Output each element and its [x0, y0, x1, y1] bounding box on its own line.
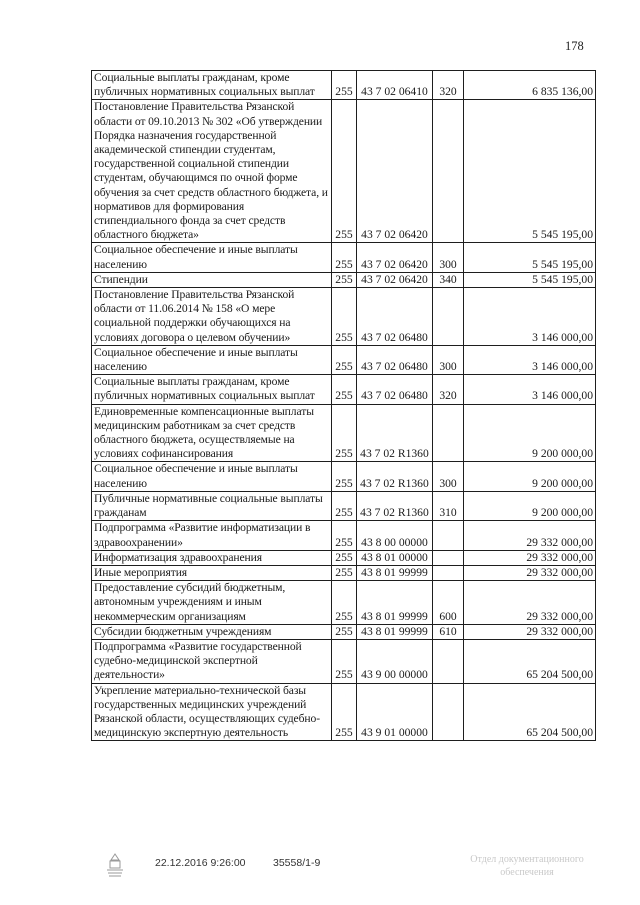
row-amount: 5 545 195,00 [463, 100, 595, 243]
row-amount: 9 200 000,00 [463, 462, 595, 491]
table-row [92, 272, 596, 287]
row-expense-type: 300 [433, 345, 463, 374]
row-expense-type: 310 [433, 491, 463, 520]
row-target-code: 43 8 01 99999 [356, 624, 433, 639]
table-row [92, 462, 596, 491]
row-target-code: 43 8 00 00000 [356, 521, 433, 550]
row-target-code: 43 7 02 06480 [356, 345, 433, 374]
row-target-code: 43 7 02 R1360 [356, 404, 433, 462]
row-code: 255 [332, 581, 356, 625]
row-expense-type: 340 [433, 272, 463, 287]
table-row [92, 639, 596, 683]
row-amount: 29 332 000,00 [463, 581, 595, 625]
row-name: Информатизация здравоохранения [92, 550, 332, 565]
row-target-code: 43 7 02 06480 [356, 375, 433, 404]
table-row [92, 243, 596, 272]
row-code: 255 [332, 288, 356, 346]
row-amount: 6 835 136,00 [463, 71, 595, 100]
row-expense-type: 610 [433, 624, 463, 639]
row-expense-type: 300 [433, 462, 463, 491]
row-amount: 5 545 195,00 [463, 272, 595, 287]
row-code: 255 [332, 272, 356, 287]
row-expense-type [433, 639, 463, 683]
row-target-code: 43 7 02 06420 [356, 272, 433, 287]
row-expense-type [433, 683, 463, 741]
row-name: Постановление Правительства Рязанской области от 11.06.2014 № 158 «О мере социальной поддержки обучающихся на условиях договора о целевом обучении» [92, 288, 332, 346]
table-row [92, 683, 596, 741]
row-target-code: 43 7 02 R1360 [356, 491, 433, 520]
row-code: 255 [332, 375, 356, 404]
row-code: 255 [332, 404, 356, 462]
row-amount: 29 332 000,00 [463, 565, 595, 580]
row-name: Подпрограмма «Развитие государственной судебно-медицинской экспертной деятельности» [92, 639, 332, 683]
row-amount: 29 332 000,00 [463, 550, 595, 565]
row-target-code: 43 9 01 00000 [356, 683, 433, 741]
row-name: Предоставление субсидий бюджетным, автономным учреждениям и иным некоммерческим организациям [92, 581, 332, 625]
row-code: 255 [332, 71, 356, 100]
row-amount: 3 146 000,00 [463, 288, 595, 346]
row-name: Укрепление материально-технической базы государственных медицинских учреждений Рязанской области, осуществляющих судебно-медицинскую экспертную деятельность [92, 683, 332, 741]
table-row [92, 624, 596, 639]
row-name: Социальные выплаты гражданам, кроме публичных нормативных социальных выплат [92, 375, 332, 404]
row-code: 255 [332, 639, 356, 683]
row-expense-type [433, 550, 463, 565]
table-row [92, 521, 596, 550]
table-row [92, 288, 596, 346]
footer-watermark-stamp: Отдел документационного обеспечения [470, 854, 584, 878]
row-expense-type: 600 [433, 581, 463, 625]
row-code: 255 [332, 521, 356, 550]
budget-table-body [92, 71, 596, 741]
row-name: Социальное обеспечение и иные выплаты населению [92, 243, 332, 272]
row-name: Социальное обеспечение и иные выплаты населению [92, 462, 332, 491]
table-row [92, 404, 596, 462]
table-row [92, 491, 596, 520]
table-row [92, 345, 596, 374]
row-expense-type: 320 [433, 375, 463, 404]
row-expense-type [433, 100, 463, 243]
row-name: Публичные нормативные социальные выплаты гражданам [92, 491, 332, 520]
row-amount: 3 146 000,00 [463, 375, 595, 404]
row-target-code: 43 8 01 99999 [356, 565, 433, 580]
table-row [92, 581, 596, 625]
row-code: 255 [332, 565, 356, 580]
table-row [92, 375, 596, 404]
row-amount: 9 200 000,00 [463, 404, 595, 462]
row-code: 255 [332, 345, 356, 374]
row-code: 255 [332, 683, 356, 741]
emblem-icon [104, 852, 126, 878]
row-code: 255 [332, 100, 356, 243]
row-amount: 9 200 000,00 [463, 491, 595, 520]
row-expense-type: 300 [433, 243, 463, 272]
budget-table [91, 70, 596, 741]
row-target-code: 43 9 00 00000 [356, 639, 433, 683]
row-amount: 29 332 000,00 [463, 624, 595, 639]
row-code: 255 [332, 550, 356, 565]
row-name: Социальное обеспечение и иные выплаты населению [92, 345, 332, 374]
row-expense-type: 320 [433, 71, 463, 100]
row-code: 255 [332, 462, 356, 491]
row-target-code: 43 7 02 06410 [356, 71, 433, 100]
row-target-code: 43 8 01 99999 [356, 581, 433, 625]
row-name: Постановление Правительства Рязанской области от 09.10.2013 № 302 «Об утверждении Порядка назначения государственной академической стипендии студентам, государственной социальной стипендии студентам, обучающимся по очной форме обучения за счет средств областного бюджета, и нормативов для формирования стипендиального фонда за счет средств областного бюджета» [92, 100, 332, 243]
row-amount: 5 545 195,00 [463, 243, 595, 272]
row-amount: 3 146 000,00 [463, 345, 595, 374]
row-expense-type [433, 288, 463, 346]
row-expense-type [433, 565, 463, 580]
table-row [92, 565, 596, 580]
row-amount: 29 332 000,00 [463, 521, 595, 550]
table-row [92, 100, 596, 243]
row-name: Иные мероприятия [92, 565, 332, 580]
row-code: 255 [332, 243, 356, 272]
footer-date: 22.12.2016 9:26:00 [155, 857, 246, 869]
row-name: Субсидии бюджетным учреждениям [92, 624, 332, 639]
row-code: 255 [332, 624, 356, 639]
row-expense-type [433, 404, 463, 462]
row-amount: 65 204 500,00 [463, 639, 595, 683]
row-target-code: 43 7 02 R1360 [356, 462, 433, 491]
row-target-code: 43 7 02 06420 [356, 243, 433, 272]
row-target-code: 43 7 02 06420 [356, 100, 433, 243]
row-target-code: 43 7 02 06480 [356, 288, 433, 346]
page-number: 178 [565, 39, 584, 53]
row-name: Социальные выплаты гражданам, кроме публичных нормативных социальных выплат [92, 71, 332, 100]
footer-document-number: 35558/1-9 [273, 857, 321, 869]
row-name: Подпрограмма «Развитие информатизации в здравоохранении» [92, 521, 332, 550]
row-target-code: 43 8 01 00000 [356, 550, 433, 565]
row-amount: 65 204 500,00 [463, 683, 595, 741]
table-row [92, 71, 596, 100]
table-row [92, 550, 596, 565]
row-expense-type [433, 521, 463, 550]
row-code: 255 [332, 491, 356, 520]
row-name: Стипендии [92, 272, 332, 287]
row-name: Единовременные компенсационные выплаты медицинским работникам за счет средств областного бюджета, осуществляемые на условиях софинансирования [92, 404, 332, 462]
